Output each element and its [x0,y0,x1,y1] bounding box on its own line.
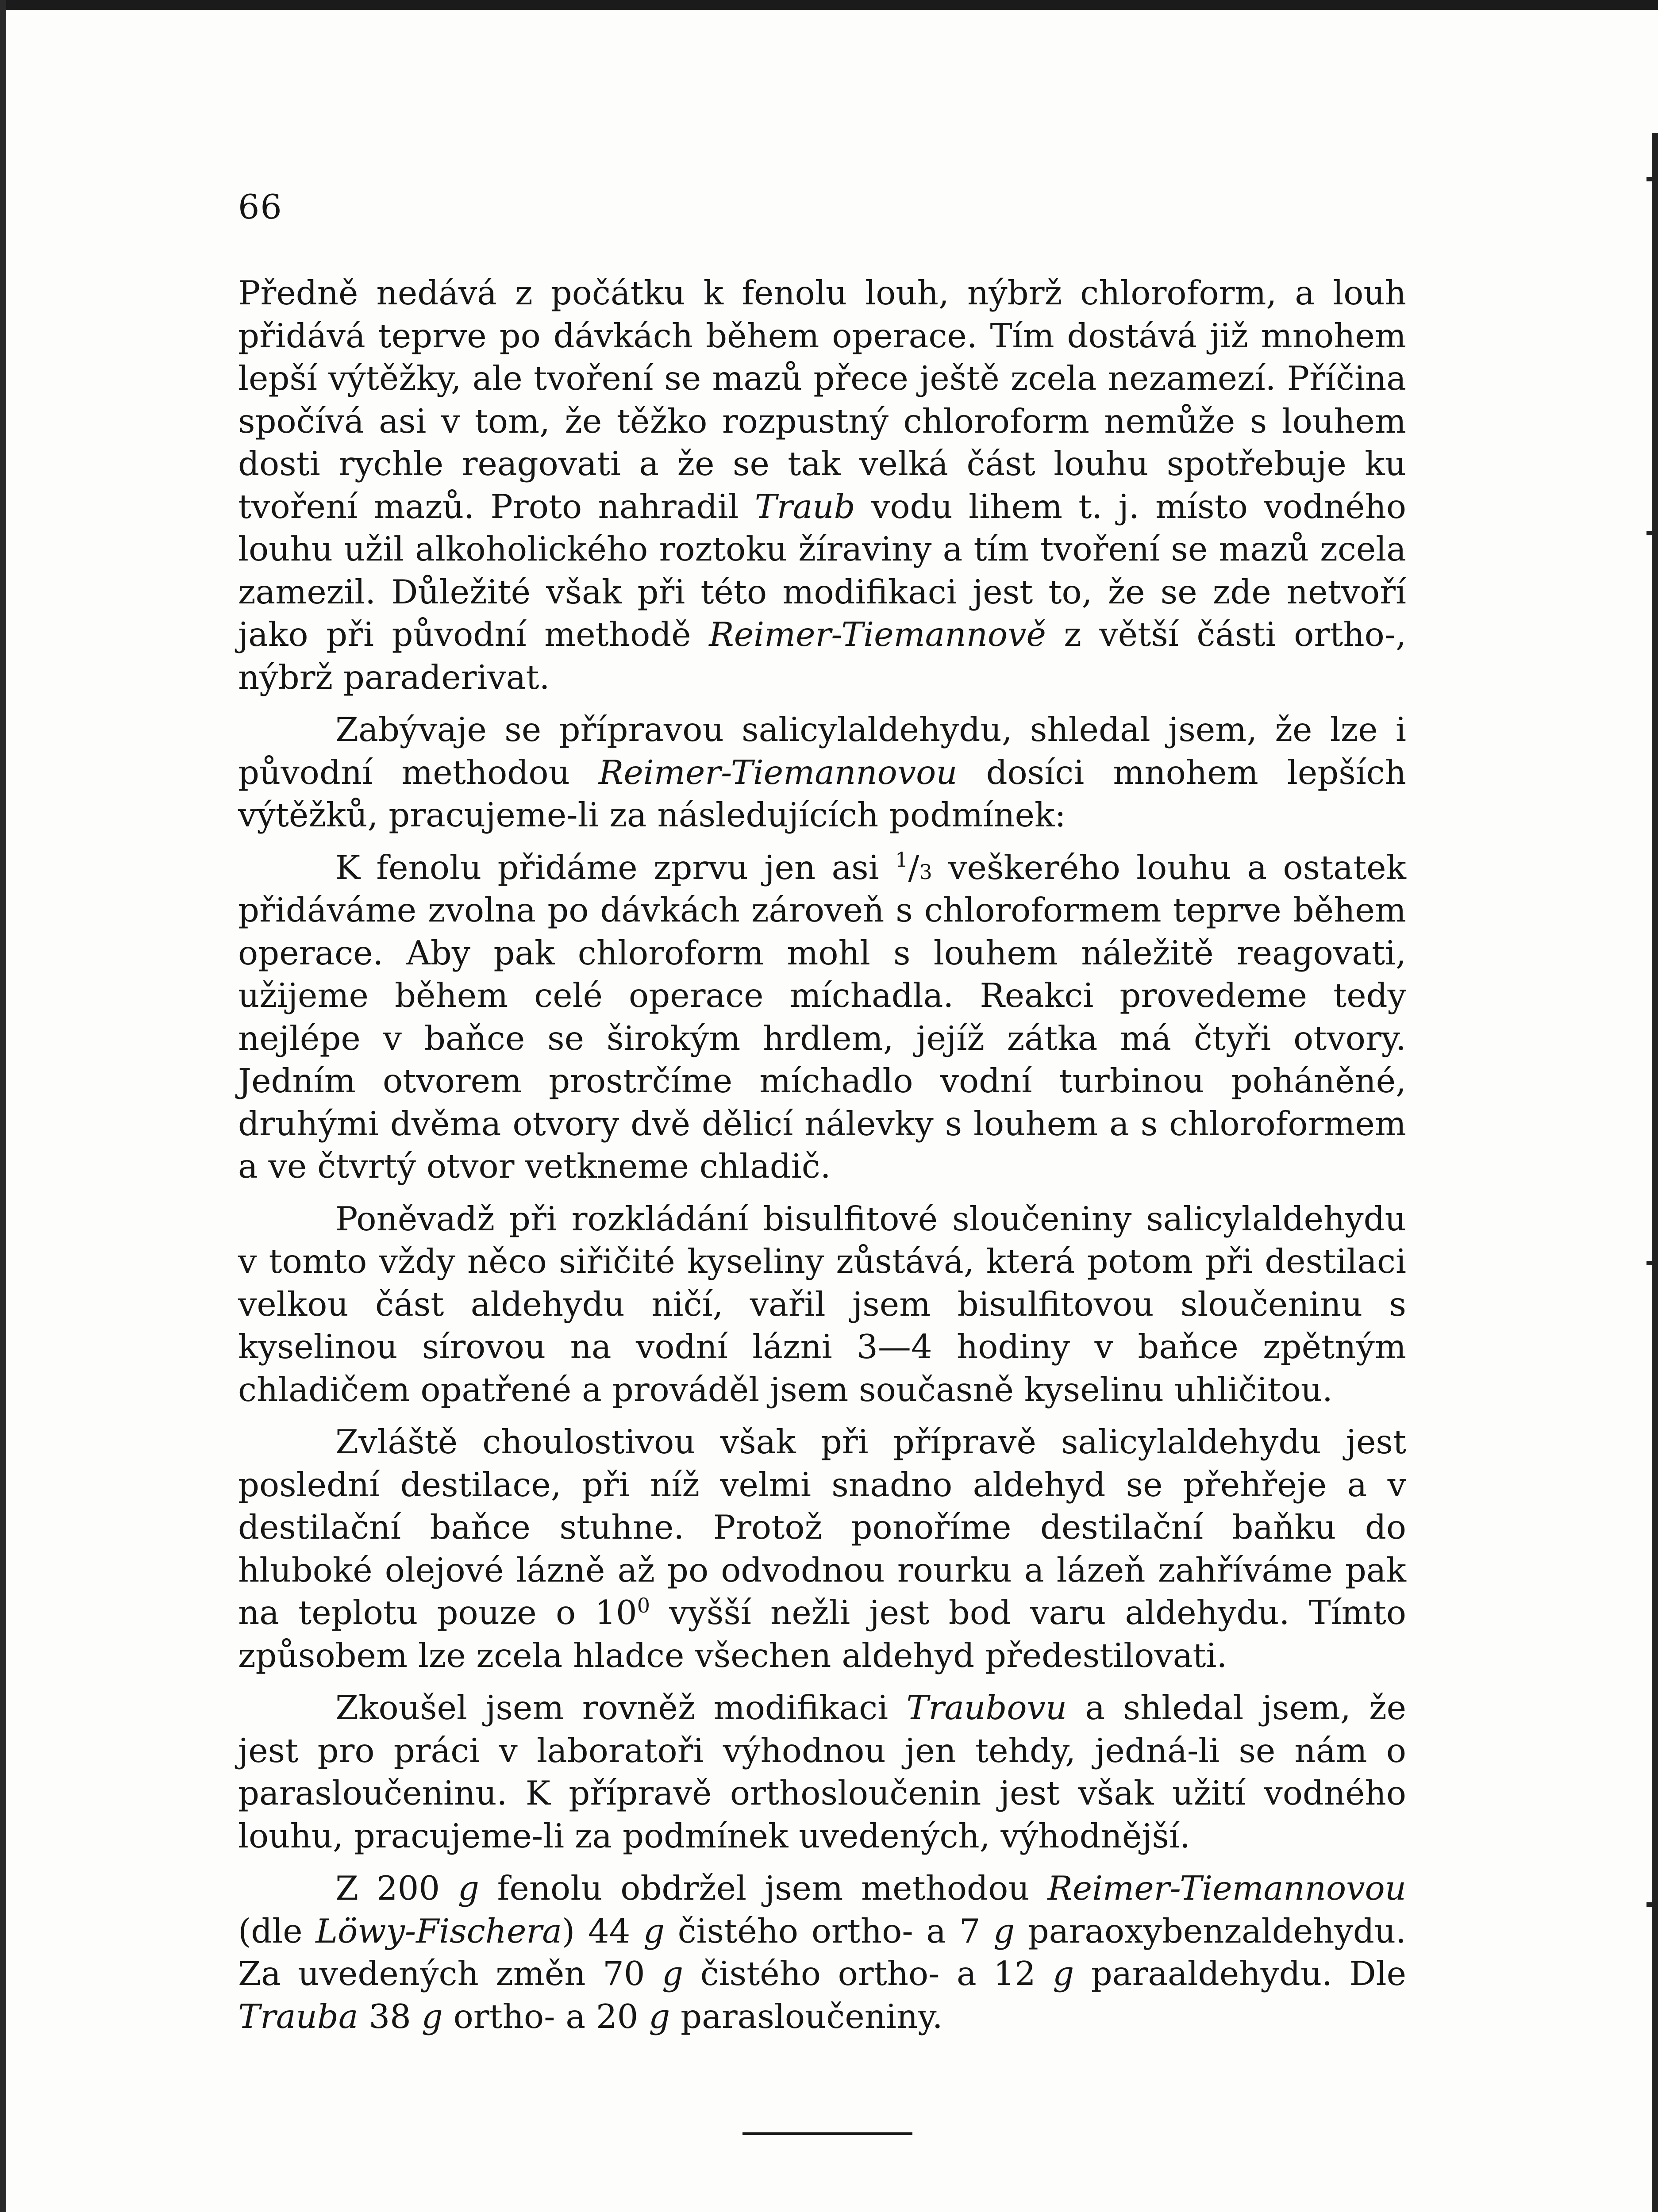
paragraph [238,1421,1406,1677]
text-run: Poněvadž při rozkládání bisulfitové sloučeniny salicylaldehydu v tomto vždy něco siřičité kyseliny zůstává, která potom při destilaci velkou část aldehydu ničí, vařil jsem bisulfitovou sloučeninu s kyselinou sírovou na vodní lázni 3—4 hodiny v baňce zpětným chladičem opatřené a prováděl jsem současně kyselinu uhličitou. [238,1199,1406,1409]
text-run: Zkoušel jsem rovněž modifikaci [335,1688,907,1727]
scan-edge-mark [1646,531,1658,535]
italic-name: Traubovu [906,1688,1067,1727]
page-number: 66 [238,187,283,227]
italic-name: g [662,1954,684,1993]
scan-edge-left [0,0,6,2212]
text-run: K fenolu přidáme zprvu jen asi [335,848,895,887]
text-run: (dle [238,1911,316,1951]
text-run: parasloučeniny. [670,1997,943,2036]
italic-name: g [649,1997,670,2036]
text-run: paraaldehydu. Dle [1074,1954,1406,1993]
fraction-denominator: 3 [919,860,932,884]
italic-name: Traub [754,487,855,526]
scan-edge-right [1652,133,1658,2212]
text-run: paraoxybenzaldehydu. Za uvedených změn 70 [238,1911,1406,1993]
fraction [895,848,932,887]
text-run: veškerého louhu a ostatek přidáváme zvolna po dávkách zároveň s chloroformem teprve během operace. Aby pak chloroform mohl s louhem náležitě reagovati, užijeme během celé operace míchadla. Reakci provedeme tedy nejlépe v baňce se širokým hrdlem, jejíž zátka má čtyři otvory. Jedním otvorem prostrčíme míchadlo vodní turbinou poháněné, druhými dvěma otvory dvě dělicí nálevky s louhem a s chloroformem a ve čtvrtý otvor vetkneme chladič. [238,848,1406,1186]
paragraph [238,846,1406,1188]
text-run: a shledal jsem, že jest pro práci v laboratoři výhodnou jen tehdy, jedná-li se nám o parasloučeninu. K přípravě orthosloučenin jest však užití vodného louhu, pracujeme-li za podmínek uvedených, výhodnější. [238,1688,1406,1855]
text-run: Zabývaje se přípravou salicylaldehydu, shledal jsem, že lze i původní methodou [238,710,1406,792]
italic-name: Löwy-Fischera [315,1911,562,1951]
text-run: čistého ortho- a 12 [683,1954,1053,1993]
paragraph [238,272,1406,699]
text-run: fenolu obdržel jsem methodou [479,1869,1048,1908]
italic-name: Trauba [238,1997,358,2036]
scan-edge-mark [1646,1902,1658,1907]
text-run: Z 200 [335,1869,458,1908]
text-run: ) 44 [562,1911,643,1951]
italic-name: g [458,1869,479,1908]
text-run: z větší části ortho-, nýbrž paraderivat. [238,615,1406,697]
scan-edge-mark [1646,177,1658,181]
text-run: Zvláště choulostivou však při přípravě salicylaldehydu jest poslední destilace, při níž velmi snadno aldehyd se přehřeje a v destilační baňce stuhne. Protož ponoříme destilační baňku do hluboké olejové lázně až po odvodnou rourku a lázeň zahříváme pak na teplotu pouze o 10 [238,1422,1406,1632]
italic-name: g [993,1911,1015,1951]
text-run: vyšší nežli jest bod varu aldehydu. Tímto způsobem lze zcela hladce všechen aldehyd předestilovati. [238,1593,1406,1675]
end-rule [742,2132,912,2135]
text-run: dosíci mnohem lepších výtěžků, pracujeme-li za následujících podmínek: [238,753,1406,834]
text-run: 38 [358,1997,422,2036]
paragraph [238,1686,1406,1857]
text-run: čistého ortho- a 7 [664,1911,994,1951]
italic-name: g [421,1997,443,2036]
italic-name: Reimer-Tiemannovou [1047,1869,1406,1908]
scan-edge-mark [1646,1261,1658,1265]
paragraph [238,1867,1406,2038]
text-run: ortho- a 20 [442,1997,649,2036]
fraction-numerator: 1 [895,847,908,872]
paragraph [238,708,1406,837]
italic-name: g [1053,1954,1074,1993]
fraction-slash: / [908,848,919,887]
paragraph [238,1198,1406,1411]
italic-name: Reimer-Tiemannovou [598,753,958,792]
body-text [238,272,1406,2047]
italic-name: g [643,1911,665,1951]
text-run: vodu lihem t. j. místo vodného louhu užil alkoholického roztoku žíraviny a tím tvoření se mazů zcela zamezil. Důležité však při této modifikaci jest to, že se zde netvoří jako při původní methodě [238,487,1406,654]
italic-name: Reimer-Tiemannově [709,615,1046,654]
scan-edge-top [0,0,1658,10]
superscript: 0 [637,1594,650,1617]
text-run: Předně nedává z počátku k fenolu louh, nýbrž chloroform, a louh přidává teprve po dávkách během operace. Tím dostává již mnohem lepší výtěžky, ale tvoření se mazů přece ještě zcela nezamezí. Příčina spočívá asi v tom, že těžko rozpustný chloroform nemůže s louhem dosti rychle reagovati a že se tak velká část louhu spotřebuje ku tvoření mazů. Proto nahradil [238,273,1406,526]
